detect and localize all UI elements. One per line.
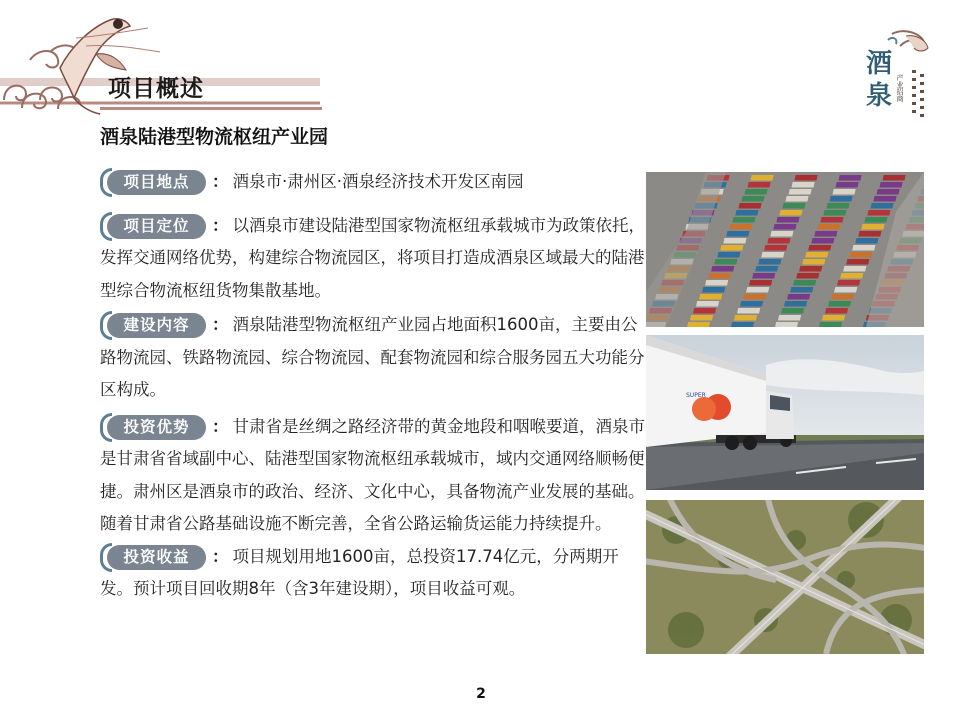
- brand-logo: [862, 30, 932, 128]
- section-advantage: [100, 411, 645, 541]
- section-return: [100, 541, 645, 606]
- section-tag: 投资优势: [100, 415, 210, 440]
- section-title: 项目概述: [108, 76, 204, 102]
- section-positioning: [100, 210, 645, 308]
- section-location: [100, 166, 645, 199]
- section-tag: 项目定位: [100, 214, 210, 239]
- section-text: 甘肃省是丝绸之路经济带的黄金地段和咽喉要道，酒泉市是甘肃省省域副中心、陆港型国家物流枢纽承载城市，域内交通网络顺畅便捷。肃州区是酒泉市的政治、经济、文化中心，具备物流产业发展的基础。随着甘肃省公路基础设施不断完善，全省公路运输货运能力持续提升。: [100, 416, 645, 533]
- section-location-body: [100, 166, 645, 199]
- section-advantage-body: [100, 411, 645, 541]
- container-port-photo: [646, 172, 924, 327]
- separator: ：: [212, 315, 229, 334]
- section-tag: 项目地点: [100, 170, 210, 195]
- highway-interchange-photo: [646, 500, 924, 654]
- svg-text:SUPER: SUPER: [686, 392, 706, 399]
- section-positioning-body: [100, 210, 645, 308]
- section-text: 酒泉市·肃州区·酒泉经济技术开发区南园: [232, 172, 524, 191]
- section-construction-body: [100, 309, 645, 407]
- project-name: 酒泉陆港型物流枢纽产业园: [100, 126, 329, 148]
- title-underline: [100, 107, 322, 110]
- section-text: 以酒泉市建设陆港型国家物流枢纽承载城市为政策依托，发挥交通网络优势，构建综合物流园区，将项目打造成酒泉区域最大的陆港型综合物流枢纽货物集散基地。: [100, 215, 645, 300]
- logo-char-2: 泉: [866, 81, 893, 111]
- content-column: [100, 166, 645, 606]
- section-text: 酒泉陆港型物流枢纽产业园占地面积1600亩，主要由公路物流园、铁路物流园、综合物流园、配套物流园和综合服务园五大功能分区构成。: [100, 315, 645, 399]
- separator: ：: [212, 172, 229, 191]
- separator: ：: [212, 215, 229, 235]
- section-text: 项目规划用地1600亩，总投资17.74亿元，分两期开发。预计项目回收期8年（含3年建设期），项目收益可观。: [100, 546, 619, 598]
- separator: ：: [212, 416, 229, 436]
- truck-highway-photo: [646, 335, 924, 490]
- page-number: 2: [476, 686, 486, 702]
- logo-char-1: 酒: [866, 49, 893, 79]
- section-return-body: [100, 541, 645, 606]
- logo-slogan: 产业招商: [896, 74, 904, 102]
- section-tag: 投资收益: [100, 545, 210, 570]
- section-construction: [100, 309, 645, 407]
- section-tag: 建设内容: [100, 313, 210, 338]
- separator: ：: [212, 546, 229, 566]
